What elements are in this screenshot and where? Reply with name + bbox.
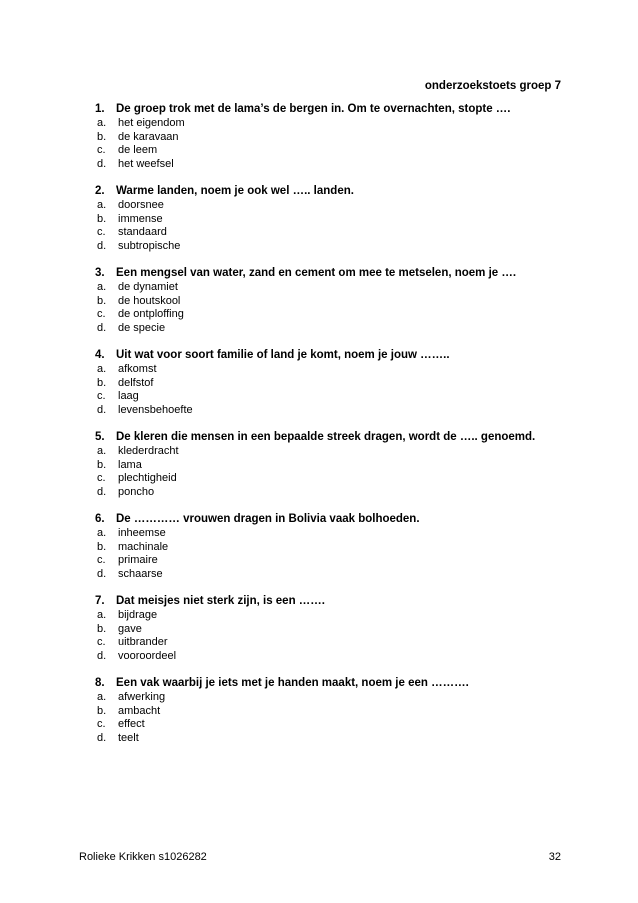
option-text: vooroordeel <box>118 649 177 662</box>
option-text: machinale <box>118 540 169 553</box>
option-d <box>0 404 638 418</box>
question-number: 3. <box>95 267 105 279</box>
question-text: Uit wat voor soort familie of land je komt, noem je jouw …….. <box>116 349 450 361</box>
option-text: het weefsel <box>118 157 174 170</box>
question-4 <box>0 348 638 417</box>
option-d <box>0 240 638 254</box>
option-c <box>0 636 638 650</box>
option-text: gave <box>118 622 142 635</box>
question-line <box>0 430 638 445</box>
question-text: Een mengsel van water, zand en cement om mee te metselen, noem je …. <box>116 267 517 279</box>
question-6 <box>0 512 638 581</box>
option-b <box>0 131 638 145</box>
option-d <box>0 568 638 582</box>
option-text: plechtigheid <box>118 472 177 484</box>
question-8 <box>0 676 638 745</box>
option-letter: a. <box>97 691 107 703</box>
question-text: Warme landen, noem je ook wel ….. landen. <box>116 185 354 197</box>
option-text: ambacht <box>118 704 161 717</box>
option-letter: b. <box>97 294 107 307</box>
question-7 <box>0 594 638 663</box>
option-c <box>0 390 638 404</box>
option-a <box>0 281 638 295</box>
option-letter: c. <box>97 226 106 238</box>
option-text: delfstof <box>118 376 154 389</box>
option-d <box>0 650 638 664</box>
option-text: immense <box>118 212 163 225</box>
option-c <box>0 226 638 240</box>
question-text: De groep trok met de lama’s de bergen in. Om te overnachten, stopte …. <box>116 103 511 115</box>
option-letter: c. <box>97 636 106 648</box>
option-text: standaard <box>118 226 167 238</box>
option-text: afkomst <box>118 363 157 375</box>
option-letter: a. <box>97 363 107 375</box>
question-line <box>0 102 638 117</box>
option-text: poncho <box>118 485 155 498</box>
option-letter: a. <box>97 117 107 129</box>
option-letter: d. <box>97 403 107 416</box>
option-letter: c. <box>97 718 106 730</box>
option-letter: b. <box>97 622 107 635</box>
option-c <box>0 718 638 732</box>
option-letter: d. <box>97 321 107 334</box>
question-line <box>0 348 638 363</box>
option-letter: b. <box>97 212 107 225</box>
option-d <box>0 158 638 172</box>
option-letter: c. <box>97 554 106 566</box>
option-letter: a. <box>97 527 107 539</box>
option-text: lama <box>118 458 142 471</box>
option-letter: a. <box>97 199 107 211</box>
option-text: de specie <box>118 321 166 334</box>
option-a <box>0 199 638 213</box>
option-letter: b. <box>97 458 107 471</box>
question-5 <box>0 430 638 499</box>
option-a <box>0 445 638 459</box>
option-letter: c. <box>97 390 106 402</box>
option-text: de houtskool <box>118 294 181 307</box>
option-text: bijdrage <box>118 609 158 621</box>
option-letter: d. <box>97 649 107 662</box>
option-text: effect <box>118 718 145 730</box>
option-letter: a. <box>97 281 107 293</box>
footer-author: Rolieke Krikken s1026282 <box>79 851 207 863</box>
option-text: primaire <box>118 554 158 566</box>
question-number: 8. <box>95 677 105 689</box>
option-a <box>0 609 638 623</box>
option-letter: d. <box>97 567 107 580</box>
option-text: de karavaan <box>118 130 179 143</box>
question-list <box>0 102 638 758</box>
option-text: schaarse <box>118 567 163 580</box>
option-text: inheemse <box>118 527 166 539</box>
question-2 <box>0 184 638 253</box>
option-text: de leem <box>118 144 158 156</box>
question-line <box>0 512 638 527</box>
question-text: De ………… vrouwen dragen in Bolivia vaak bolhoeden. <box>116 513 420 525</box>
option-text: uitbrander <box>118 636 168 648</box>
option-a <box>0 117 638 131</box>
question-text: Dat meisjes niet sterk zijn, is een ……. <box>116 595 325 607</box>
option-c <box>0 144 638 158</box>
option-letter: c. <box>97 308 106 320</box>
option-text: subtropische <box>118 239 181 252</box>
option-text: klederdracht <box>118 445 179 457</box>
option-b <box>0 377 638 391</box>
option-a <box>0 527 638 541</box>
option-letter: b. <box>97 130 107 143</box>
option-b <box>0 541 638 555</box>
option-b <box>0 213 638 227</box>
question-number: 6. <box>95 513 105 525</box>
option-letter: d. <box>97 485 107 498</box>
option-c <box>0 472 638 486</box>
option-b <box>0 623 638 637</box>
question-line <box>0 184 638 199</box>
option-text: de ontploffing <box>118 308 184 320</box>
option-letter: b. <box>97 376 107 389</box>
option-d <box>0 486 638 500</box>
question-number: 5. <box>95 431 105 443</box>
question-number: 1. <box>95 103 105 115</box>
question-1 <box>0 102 638 171</box>
question-text: Een vak waarbij je iets met je handen maakt, noem je een ………. <box>116 677 469 689</box>
option-text: doorsnee <box>118 199 164 211</box>
question-number: 4. <box>95 349 105 361</box>
page-number: 32 <box>548 851 561 863</box>
option-b <box>0 705 638 719</box>
question-number: 7. <box>95 595 105 607</box>
option-d <box>0 732 638 746</box>
option-b <box>0 459 638 473</box>
option-letter: d. <box>97 239 107 252</box>
question-line <box>0 594 638 609</box>
option-text: het eigendom <box>118 117 185 129</box>
question-text: De kleren die mensen in een bepaalde streek dragen, wordt de ….. genoemd. <box>116 431 536 443</box>
option-letter: c. <box>97 144 106 156</box>
option-letter: d. <box>97 731 107 744</box>
option-letter: b. <box>97 704 107 717</box>
option-c <box>0 308 638 322</box>
question-line <box>0 266 638 281</box>
option-text: levensbehoefte <box>118 403 193 416</box>
option-a <box>0 363 638 377</box>
option-letter: d. <box>97 157 107 170</box>
option-letter: b. <box>97 540 107 553</box>
option-b <box>0 295 638 309</box>
option-c <box>0 554 638 568</box>
option-letter: a. <box>97 609 107 621</box>
option-text: afwerking <box>118 691 166 703</box>
page-title: onderzoekstoets groep 7 <box>424 80 561 92</box>
question-number: 2. <box>95 185 105 197</box>
option-text: de dynamiet <box>118 281 178 293</box>
option-letter: c. <box>97 472 106 484</box>
option-a <box>0 691 638 705</box>
option-d <box>0 322 638 336</box>
question-line <box>0 676 638 691</box>
option-letter: a. <box>97 445 107 457</box>
option-text: laag <box>118 390 139 402</box>
option-text: teelt <box>118 731 139 744</box>
question-3 <box>0 266 638 335</box>
